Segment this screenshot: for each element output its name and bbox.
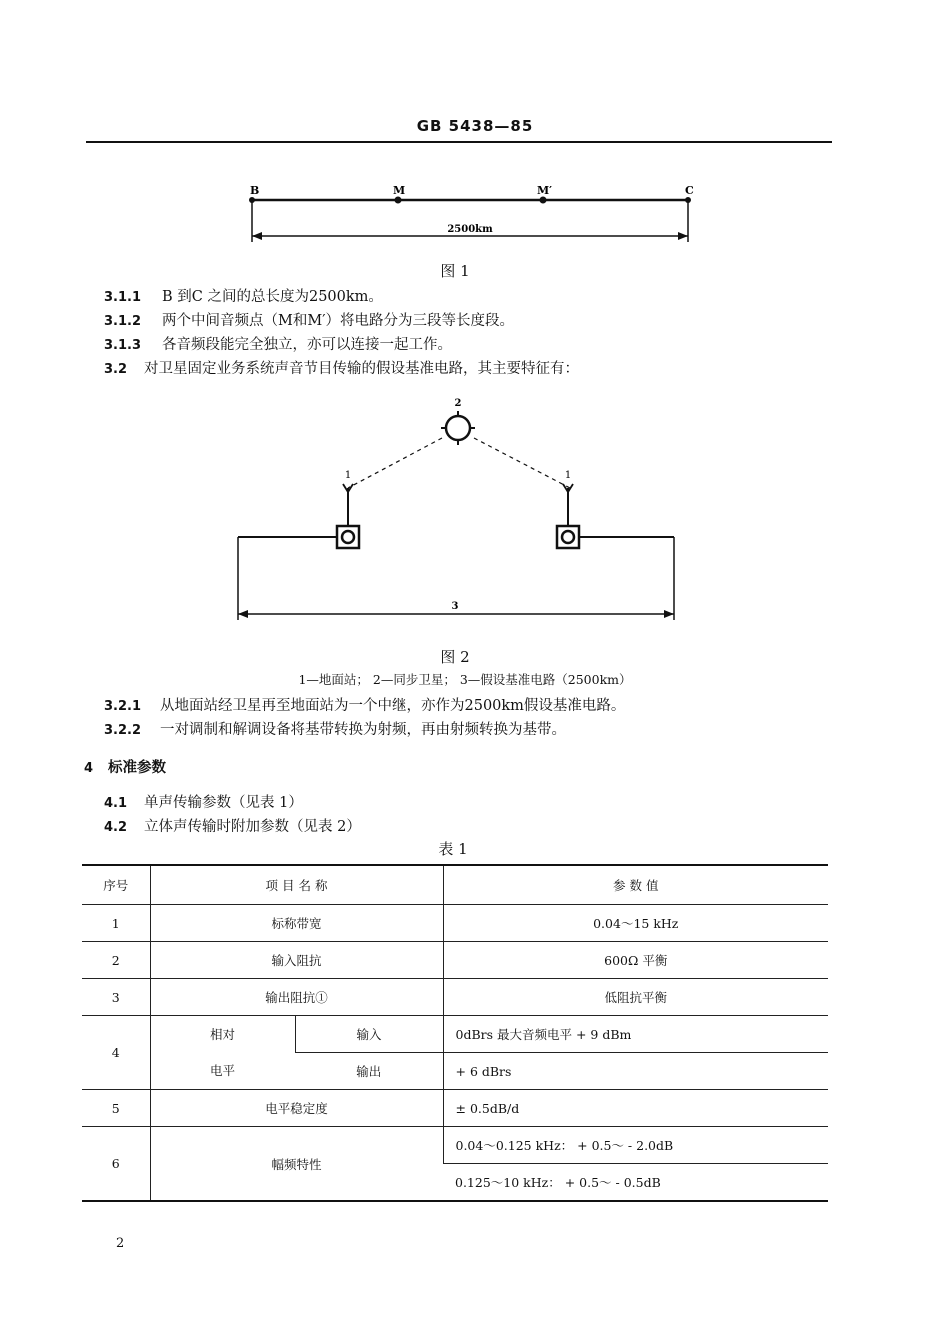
cell-value-a: 0.04～0.125 kHz： + 0.5～ - 2.0dB [443, 1127, 828, 1164]
cell-value-b: 0.125～10 kHz： + 0.5～ - 0.5dB [443, 1164, 828, 1202]
cell-item: 标称带宽 [150, 905, 443, 942]
clause-3-1-1 [104, 285, 383, 306]
cell-item: 电平稳定度 [150, 1090, 443, 1127]
earth-station-left-icon [337, 484, 359, 548]
section-4-heading [84, 756, 166, 777]
cell-value: 600Ω 平衡 [443, 942, 828, 979]
fig1-label-m-prime: M′ [537, 184, 553, 197]
figure1-diagram [230, 178, 710, 250]
fig2-uplink-dashed [348, 438, 442, 488]
clause-3-2 [104, 357, 579, 378]
clause-3-1-2-text: 两个中间音频点（M和M′）将电路分为三段等长度段。 [162, 313, 514, 329]
cell-sub-output: 输出 [295, 1053, 443, 1090]
cell-seq: 1 [82, 905, 150, 942]
table-header-row [82, 865, 828, 905]
table-row [82, 979, 828, 1016]
clause-3-1-2 [104, 309, 514, 330]
cell-value: 0.04～15 kHz [443, 905, 828, 942]
table-row [82, 1090, 828, 1127]
fig2-label-satellite: 2 [454, 398, 462, 409]
fig2-label-station-left: 1 [344, 470, 352, 481]
table1-caption: 表 1 [438, 840, 468, 858]
clause-3-1-3 [104, 333, 452, 354]
clause-3-1-1-text: B 到C 之间的总长度为2500km。 [162, 289, 383, 305]
cell-item-relative-level [150, 1016, 295, 1090]
table-row [82, 905, 828, 942]
clause-3-2-num: 3.2 [104, 362, 128, 377]
fig2-arrow-right [664, 610, 674, 618]
clause-4-2 [104, 815, 361, 836]
cell-item: 输入阻抗 [150, 942, 443, 979]
figure2-caption: 图 2 [440, 648, 470, 666]
fig2-arrow-left [238, 610, 248, 618]
clause-3-1-2-num: 3.1.2 [104, 314, 142, 329]
section-4-title: 标准参数 [108, 759, 166, 776]
fig1-label-c: C [685, 184, 694, 197]
clause-4-2-text: 立体声传输时附加参数（见表 2） [144, 819, 361, 835]
cell-seq: 4 [82, 1016, 150, 1090]
cell-item: 输出阻抗① [150, 979, 443, 1016]
clause-3-1-1-num: 3.1.1 [104, 290, 142, 305]
cell-item-b: 电平 [209, 1062, 235, 1078]
cell-seq: 2 [82, 942, 150, 979]
cell-sub-input: 输入 [295, 1016, 443, 1053]
table-row [82, 942, 828, 979]
table-row [82, 1016, 828, 1053]
clause-3-2-1-text: 从地面站经卫星再至地面站为一个中继，亦作为2500km假设基准电路。 [160, 698, 626, 714]
clause-4-1-text: 单声传输参数（见表 1） [144, 795, 303, 811]
cell-value-output: + 6 dBrs [443, 1053, 828, 1090]
fig1-label-m: M [393, 184, 406, 197]
cell-seq: 5 [82, 1090, 150, 1127]
clause-4-2-num: 4.2 [104, 820, 128, 835]
fig2-label-station-right: 1 [564, 470, 572, 481]
fig2-label-circuit: 3 [451, 601, 459, 612]
header-seq: 序号 [82, 865, 150, 905]
header-value: 参 数 值 [443, 865, 828, 905]
fig1-point-m [395, 197, 402, 204]
satellite-icon [441, 411, 475, 445]
cell-seq: 3 [82, 979, 150, 1016]
clause-3-2-1-num: 3.2.1 [104, 699, 142, 714]
fig2-downlink-dashed [474, 438, 570, 488]
fig1-label-b: B [250, 184, 260, 197]
clause-3-2-2-text: 一对调制和解调设备将基带转换为射频，再由射频转换为基带。 [160, 722, 566, 738]
cell-item-a: 相对 [209, 1026, 235, 1042]
clause-4-1-num: 4.1 [104, 796, 128, 811]
clause-3-1-3-text: 各音频段能完全独立，亦可以连接一起工作。 [162, 337, 452, 353]
cell-item: 幅频特性 [150, 1127, 443, 1202]
table-row [82, 1127, 828, 1164]
clause-3-2-text: 对卫星固定业务系统声音节目传输的假设基准电路，其主要特征有： [144, 361, 579, 377]
figure1-caption: 图 1 [440, 262, 470, 280]
clause-3-2-1 [104, 694, 625, 715]
table1 [82, 864, 828, 1202]
header-item: 项 目 名 称 [150, 865, 443, 905]
figure2-diagram [230, 392, 690, 627]
earth-station-right-icon [557, 484, 579, 548]
cell-value: 低阻抗平衡 [443, 979, 828, 1016]
standard-code-header: GB 5438—85 [416, 117, 534, 135]
clause-4-1 [104, 791, 303, 812]
header-rule [86, 141, 832, 143]
figure2-legend: 1—地面站； 2—同步卫星； 3—假设基准电路（2500km） [298, 672, 632, 687]
fig1-arrow-right [678, 232, 688, 240]
fig1-arrow-left [252, 232, 262, 240]
page-number: 2 [116, 1236, 125, 1251]
cell-value: ± 0.5dB/d [443, 1090, 828, 1127]
clause-3-2-2 [104, 718, 566, 739]
clause-3-1-3-num: 3.1.3 [104, 338, 142, 353]
fig1-distance: 2500km [447, 224, 493, 235]
cell-value-input: 0dBrs 最大音频电平 + 9 dBm [443, 1016, 828, 1053]
cell-seq: 6 [82, 1127, 150, 1202]
section-4-num: 4 [84, 761, 94, 776]
clause-3-2-2-num: 3.2.2 [104, 723, 142, 738]
fig1-point-m-prime [540, 197, 547, 204]
